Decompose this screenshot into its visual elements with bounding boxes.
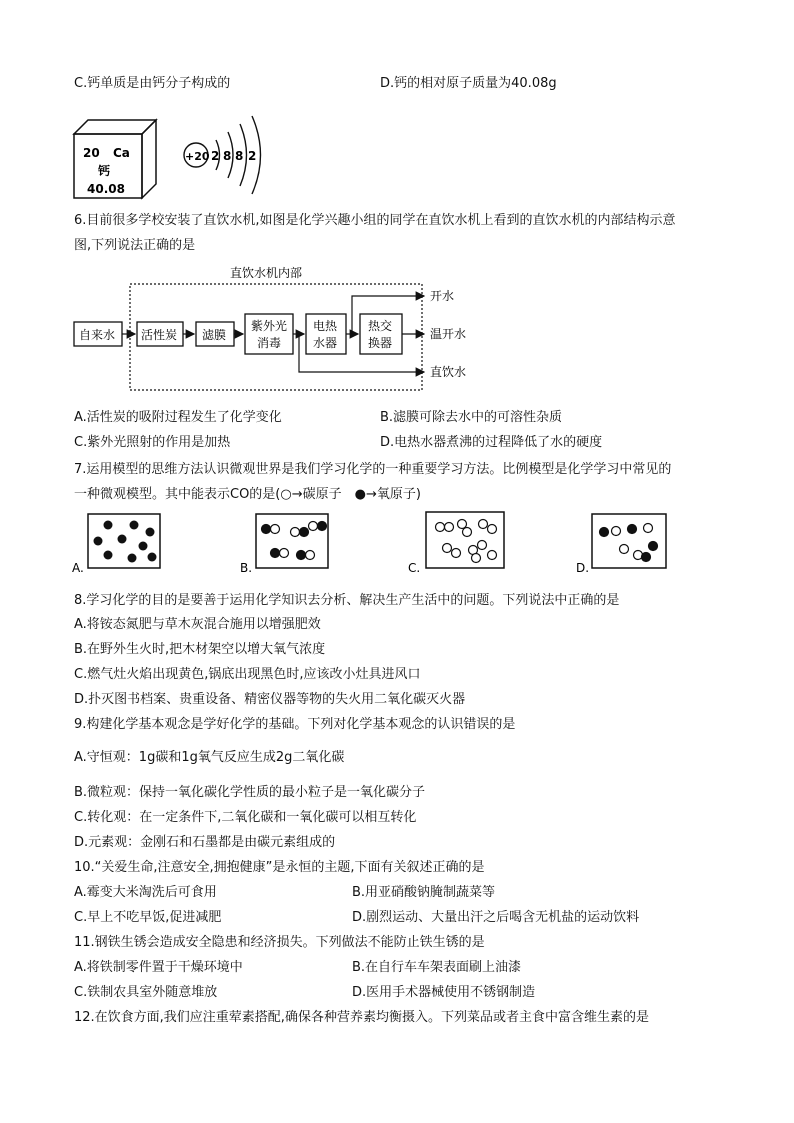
shell-electrons-3: 8 — [235, 149, 244, 163]
model-d-atoms — [600, 524, 658, 562]
model-label-c: C. — [408, 561, 421, 575]
model-a-atoms — [94, 521, 157, 563]
water-dispenser-diagram — [70, 262, 510, 396]
membrane-label: 滤膜 — [202, 328, 227, 342]
atom-structure — [184, 116, 261, 194]
q9-option-a: A.守恒观：1g碳和1g氧气反应生成2g二氧化碳 — [74, 750, 345, 765]
element-cell — [74, 120, 156, 198]
q11-option-b: B.在自行车车架表面刷上油漆 — [352, 960, 522, 975]
q8-option-b: B.在野外生火时,把木材架空以增大氧气浓度 — [74, 642, 326, 657]
q11-stem: 11.钢铁生锈会造成安全隐患和经济损失。下列做法不能防止铁生锈的是 — [74, 935, 485, 950]
q6-option-b: B.滤膜可除去水中的可溶性杂质 — [380, 410, 563, 425]
direct-water-label: 直饮水 — [430, 365, 467, 379]
model-box-b — [256, 514, 328, 568]
model-box-d — [592, 514, 666, 568]
q11-option-a: A.将铁制零件置于干燥环境中 — [74, 960, 243, 975]
q9-option-b: B.微粒观：保持一氧化碳化学性质的最小粒子是一氧化碳分子 — [74, 785, 426, 800]
heater-label-2: 水器 — [313, 336, 338, 350]
uv-label-1: 紫外光 — [251, 319, 288, 333]
model-c-molecules — [436, 520, 497, 563]
tap-water-label: 自来水 — [79, 328, 116, 342]
q7-stem-line1: 7.运用模型的思维方法认识微观世界是我们学习化学的一种重要学习方法。比例模型是化学学习中常见的 — [74, 462, 672, 477]
atomic-mass: 40.08 — [87, 182, 125, 196]
calcium-figure — [70, 110, 280, 202]
q11-option-c: C.铁制农具室外随意堆放 — [74, 985, 218, 1000]
q9-stem: 9.构建化学基本观念是学好化学的基础。下列对化学基本观念的认识错误的是 — [74, 717, 516, 732]
q8-stem: 8.学习化学的目的是要善于运用化学知识去分析、解决生产生活中的问题。下列说法中正确的是 — [74, 593, 620, 608]
q6-stem-line2: 图,下列说法正确的是 — [74, 238, 196, 253]
nucleus-charge: +20 — [185, 150, 210, 163]
diagram-title: 直饮水机内部 — [230, 266, 303, 280]
q8-option-a: A.将铵态氮肥与草木灰混合施用以增强肥效 — [74, 617, 321, 632]
q6-option-a: A.活性炭的吸附过程发生了化学变化 — [74, 410, 282, 425]
heater-label-1: 电热 — [313, 319, 338, 333]
q6-option-d: D.电热水器煮沸的过程降低了水的硬度 — [380, 435, 603, 450]
q10-stem: 10.“关爱生命,注意安全,拥抱健康”是永恒的主题,下面有关叙述正确的是 — [74, 860, 485, 875]
model-b-molecules — [262, 522, 327, 560]
q8-option-d: D.扑灭图书档案、贵重设备、精密仪器等物的失火用二氧化碳灭火器 — [74, 692, 466, 707]
q7-models — [70, 508, 690, 578]
q12-stem: 12.在饮食方面,我们应注重荤素搭配,确保各种营养素均衡摄入。下列菜品或者主食中富含维生素的是 — [74, 1010, 649, 1025]
model-label-d: D. — [576, 561, 590, 575]
q5-option-d: D.钙的相对原子质量为40.08g — [380, 76, 557, 91]
q9-option-c: C.转化观：在一定条件下,二氧化碳和一氧化碳可以相互转化 — [74, 810, 417, 825]
q7-stem-line2: 一种微观模型。其中能表示CO的是(○→碳原子 ●→氧原子) — [74, 487, 421, 502]
boiling-water-label: 开水 — [430, 289, 455, 303]
atomic-number: 20 — [83, 146, 100, 160]
model-label-a: A. — [72, 561, 84, 575]
warm-water-label: 温开水 — [430, 327, 467, 341]
element-symbol: Ca — [113, 146, 130, 160]
shell-electrons-1: 2 — [211, 149, 220, 163]
uv-label-2: 消毒 — [257, 336, 282, 350]
q5-option-c: C.钙单质是由钙分子构成的 — [74, 76, 231, 91]
element-name: 钙 — [98, 164, 111, 178]
q10-option-b: B.用亚硝酸钠腌制蔬菜等 — [352, 885, 496, 900]
exchanger-label-2: 换器 — [368, 336, 393, 350]
shell-electrons-4: 2 — [248, 149, 257, 163]
q6-stem-line1: 6.目前很多学校安装了直饮水机,如图是化学兴趣小组的同学在直饮水机上看到的直饮水机的内部结构示意 — [74, 213, 676, 228]
q9-option-d: D.元素观：金刚石和石墨都是由碳元素组成的 — [74, 835, 336, 850]
q8-option-c: C.燃气灶火焰出现黄色,锅底出现黑色时,应该改小灶具进风口 — [74, 667, 421, 682]
shell-electrons-2: 8 — [223, 149, 232, 163]
model-label-b: B. — [240, 561, 253, 575]
q10-option-c: C.早上不吃早饭,促进减肥 — [74, 910, 222, 925]
exchanger-label-1: 热交 — [368, 319, 393, 333]
q10-option-d: D.剧烈运动、大量出汗之后喝含无机盐的运动饮料 — [352, 910, 640, 925]
q11-option-d: D.医用手术器械使用不锈钢制造 — [352, 985, 536, 1000]
q10-option-a: A.霉变大米淘洗后可食用 — [74, 885, 217, 900]
q6-option-c: C.紫外光照射的作用是加热 — [74, 435, 231, 450]
activated-carbon-label: 活性炭 — [141, 328, 178, 342]
